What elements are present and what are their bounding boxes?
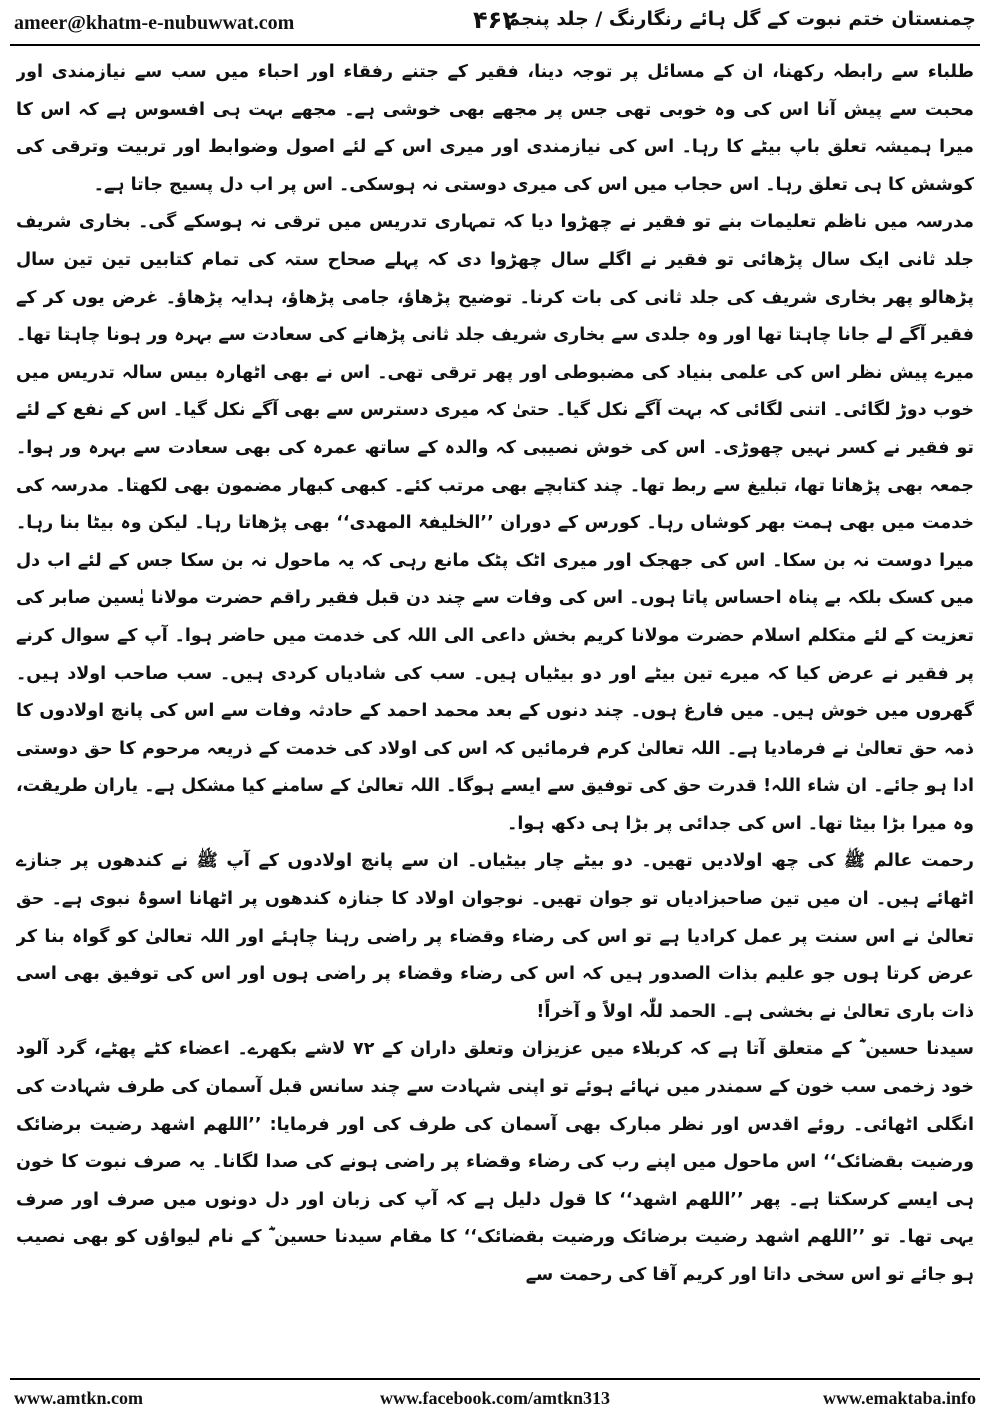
page-footer [0,1384,990,1414]
paragraph: طلباء سے رابطہ رکھنا، ان کے مسائل پر توجہ دینا، فقیر کے جتنے رفقاء اور احباء میں سب سے نیازمندی اور محبت سے پیش آنا اس کی وہ خوبی تھی جس پر مجھے بھی خوشی ہے۔ مجھے بہت ہی افسوس ہے کہ اس کا میرا ہمیشہ تعلق باپ بیٹے کا رہا۔ اس کی نیازمندی اور میری اس کے لئے اصول وضوابط اور تربیت وترقی کی کوشش کا ہی تعلق رہا۔ اس حجاب میں اس کی میری دوستی نہ ہوسکی۔ اس پر اب دل پسیج جاتا ہے۔ [16,62,974,195]
page-body [16,54,974,1372]
book-title: چمنستان ختم نبوت کے گل ہائے رنگارنگ / جلد پنجم [506,8,976,30]
page-number: ۴۶۲ [473,6,517,34]
header-email: ameer@khatm-e-nubuwwat.com [14,12,295,34]
paragraph: مدرسہ میں ناظم تعلیمات بنے تو فقیر نے چھڑوا دیا کہ تمہاری تدریس میں ترقی نہ ہوسکے گی۔ بخاری شریف جلد ثانی ایک سال پڑھائی تو فقیر نے اگلے سال چھڑوا دی کہ پہلے صحاح ستہ کی تمام کتابیں تین تین سال پڑھالو پھر بخاری شریف کی جلد ثانی کی بات کرنا۔ توضیح پڑھاؤ، جامی پڑھاؤ، ہدایہ پڑھاؤ۔ غرض یوں کر کے فقیر آگے لے جانا چاہتا تھا اور وہ جلدی سے بخاری شریف جلد ثانی پڑھانے کی سعادت سے بہرہ ور ہونا چاہتا تھا۔ میرے پیش نظر اس کی علمی بنیاد کی مضبوطی اور پھر ترقی تھی۔ اس نے بھی اٹھارہ بیس سالہ تدریس میں خوب دوڑ لگائی۔ اتنی لگائی کہ بہت آگے نکل گیا۔ حتیٰ کہ میری دسترس سے بھی آگے نکل گیا۔ اس کے نفع کے لئے تو فقیر نے کسر نہیں چھوڑی۔ اس کی خوش نصیبی کہ والدہ کے ساتھ عمرہ کی بھی سعادت سے بہرہ ور ہوا۔ جمعہ بھی پڑھاتا تھا، تبلیغ سے ربط تھا۔ چند کتابچے بھی مرتب کئے۔ کبھی کبھار مضمون بھی لکھتا۔ مدرسہ کی خدمت میں بھی ہمت بھر کوشاں رہا۔ کورس کے دوران ’’الخلیفۃ المھدی‘‘ بھی پڑھاتا رہا۔ لیکن وہ بیٹا بنا رہا۔ میرا دوست نہ بن سکا۔ اس کی جھجک اور میری اٹک پٹک مانع رہی کہ یہ ماحول نہ بن سکا جس کے لئے اب دل میں کسک بلکہ بے پناہ احساس پاتا ہوں۔ اس کی وفات سے چند دن قبل فقیر راقم حضرت مولانا یٰسین صابر کی تعزیت کے لئے متکلم اسلام حضرت مولانا کریم بخش داعی الی اللہ کی خدمت میں حاضر ہوا۔ آپ کے سوال کرنے پر فقیر نے عرض کیا کہ میرے تین بیٹے اور دو بیٹیاں ہیں۔ سب کی شادیاں کردی ہیں۔ سب صاحب اولاد ہیں۔ گھروں میں خوش ہیں۔ میں فارغ ہوں۔ چند دنوں کے بعد محمد احمد کے حادثہ وفات سے اس کی پانچ اولادوں کا ذمہ حق تعالیٰ نے فرمادیا ہے۔ اللہ تعالیٰ کرم فرمائیں کہ اس کی اولاد کی خدمت کے ذریعہ مرحوم کا حق دوستی ادا ہو جائے۔ ان شاء اللہ! قدرت حق کی توفیق سے ایسے ہوگا۔ اللہ تعالیٰ کے سامنے کیا مشکل ہے۔ یاران طریقت، وہ میرا بڑا بیٹا تھا۔ اس کی جدائی پر بڑا ہی دکھ ہوا۔ [16,212,974,834]
footer-link-amtkn: www.amtkn.com [14,1388,143,1408]
paragraph: سیدنا حسین ؓ کے متعلق آتا ہے کہ کربلاء میں عزیزان وتعلق داران کے ۷۲ لاشے بکھرے۔ اعضاء کٹے پھٹے، گرد آلود خود زخمی سب خون کے سمندر میں نہائے ہوئے تو اپنی شہادت سے چند سانس قبل آسمان کی طرف شہادت کی انگلی اٹھائی۔ روئے اقدس اور نظر مبارک بھی آسمان کی طرف کی اور فرمایا: ’’اللھم اشھد رضیت برضائک ورضیت بقضائک‘‘ اس ماحول میں اپنے رب کی رضاء وقضاء پر راضی ہونے کی صدا لگانا۔ یہ صرف نبوت کا خون ہی ایسے کرسکتا ہے۔ پھر ’’اللھم اشھد‘‘ کا قول دلیل ہے کہ آپ کی زبان اور دل دونوں میں صرف اور صرف یہی تھا۔ تو ’’اللھم اشھد رضیت برضائک ورضیت بقضائک‘‘ کا مقام سیدنا حسین ؓ کے نام لیواؤں کو بھی نصیب ہو جائے تو اس سخی داتا اور کریم آقا کی رحمت سے [16,1039,974,1285]
footer-link-emaktaba: www.emaktaba.info [822,1388,976,1408]
footer-link-facebook: www.facebook.com/amtkn313 [380,1388,610,1408]
footer-divider [10,1378,980,1380]
header-divider [10,44,980,46]
paragraph: رحمت عالم ﷺ کی چھ اولادیں تھیں۔ دو بیٹے چار بیٹیاں۔ ان سے پانچ اولادوں کے آپ ﷺ نے کندھوں پر جنازے اٹھائے ہیں۔ ان میں تین صاحبزادیاں تو جوان تھیں۔ نوجوان اولاد کا جنازہ کندھوں پر اٹھانا اسوۂ نبوی ہے۔ حق تعالیٰ نے اس سنت پر عمل کرادیا ہے تو اس کی رضاء وقضاء پر راضی رہنا چاہئے اور اللہ تعالیٰ کو گواہ بنا کر عرض کرتا ہوں جو علیم بذات الصدور ہیں کہ اس کی رضاء وقضاء پر راضی ہوں اور اس کی توفیق بھی اسی ذات باری تعالیٰ نے بخشی ہے۔ الحمد للّٰہ اولاً و آخراً! [16,851,974,1022]
page-header [0,0,990,44]
